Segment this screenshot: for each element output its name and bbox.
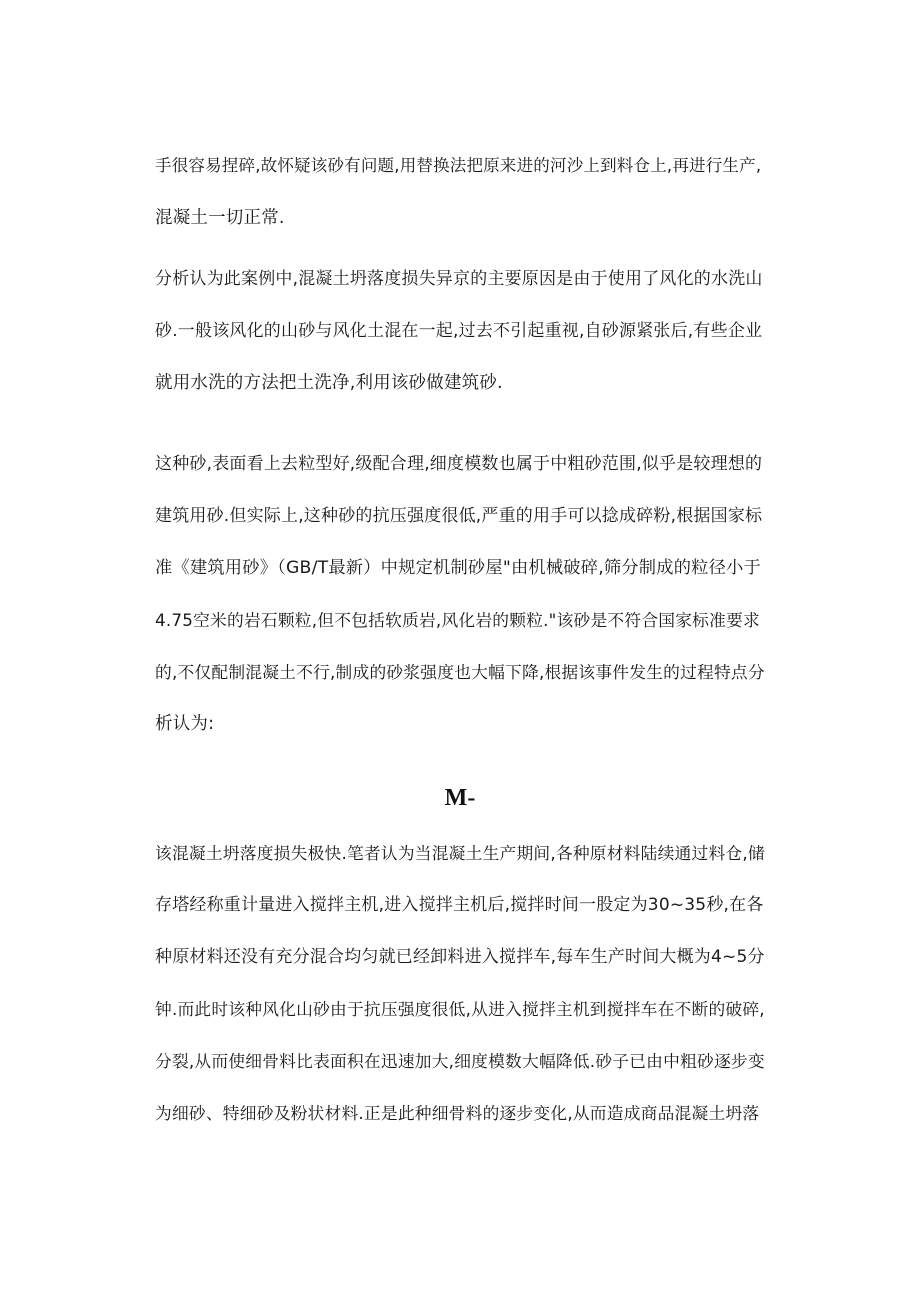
- text-line: 析认为:: [155, 714, 215, 734]
- text-line: 该混凝土坍落度损失极快.笔者认为当混凝土生产期间,各种原材料陆续通过料仓,储: [155, 843, 765, 863]
- text-line: 就用水洗的方法把土洗净,利用该砂做建筑砂.: [155, 373, 503, 393]
- paragraph-1: [155, 140, 767, 244]
- text-line: 为细砂、特细砂及粉状材料.正是此种细骨料的逐步变化,从而造成商品混凝土坍落: [155, 1103, 760, 1123]
- text-line: 分裂,从而使细骨料比表面积在迅速加大,细度模数大幅降低.砂子已由中粗砂逐步变: [155, 1051, 765, 1071]
- text-line: 钟.而此时该种风化山砂由于抗压强度很低,从进入搅拌主机到搅拌车在不断的破碎,: [155, 999, 765, 1019]
- paragraph-4: [155, 827, 767, 1139]
- text-line: 的,不仅配制混凝土不行,制成的砂浆强度也大幅下降,根据该事件发生的过程特点分: [155, 662, 765, 682]
- paragraph-3: [155, 438, 767, 750]
- paragraph-2: [155, 253, 767, 409]
- text-line: 手很容易捏碎,故怀疑该砂有问题,用替换法把原来进的河沙上到料仓上,再进行生产,: [155, 156, 762, 175]
- text-line: 混凝土一切正常.: [155, 208, 285, 228]
- section-heading: M-: [444, 785, 476, 811]
- text-line: 建筑用砂.但实际上,这种砂的抗压强度很低,严重的用手可以捻成碎粉,根据国家标: [155, 506, 763, 526]
- text-line: 准《建筑用砂》（GB/T最新）中规定机制砂屋"由机械破碎,筛分制成的粒径小于: [155, 558, 761, 578]
- text-line: 砂.一般该风化的山砂与风化土混在一起,过去不引起重视,自砂源紧张后,有些企业: [155, 321, 763, 341]
- text-line: 分析认为此案例中,混凝土坍落度损失异京的主要原因是由于使用了风化的水洗山: [155, 269, 763, 289]
- text-line: 4.75空米的岩石颗粒,但不包括软质岩,风化岩的颗粒."该砂是不符合国家标准要求: [155, 610, 760, 630]
- text-line: 存塔经称重计量进入搅拌主机,进入搅拌主机后,搅拌时间一股定为30~35秒,在各: [155, 895, 764, 915]
- text-line: 这种砂,表面看上去粒型好,级配合理,细度模数也属于中粗砂范围,似乎是较理想的: [155, 454, 763, 474]
- text-line: 种原材料还没有充分混合均匀就已经卸料进入搅拌车,每车生产时间大概为4~5分: [155, 947, 765, 967]
